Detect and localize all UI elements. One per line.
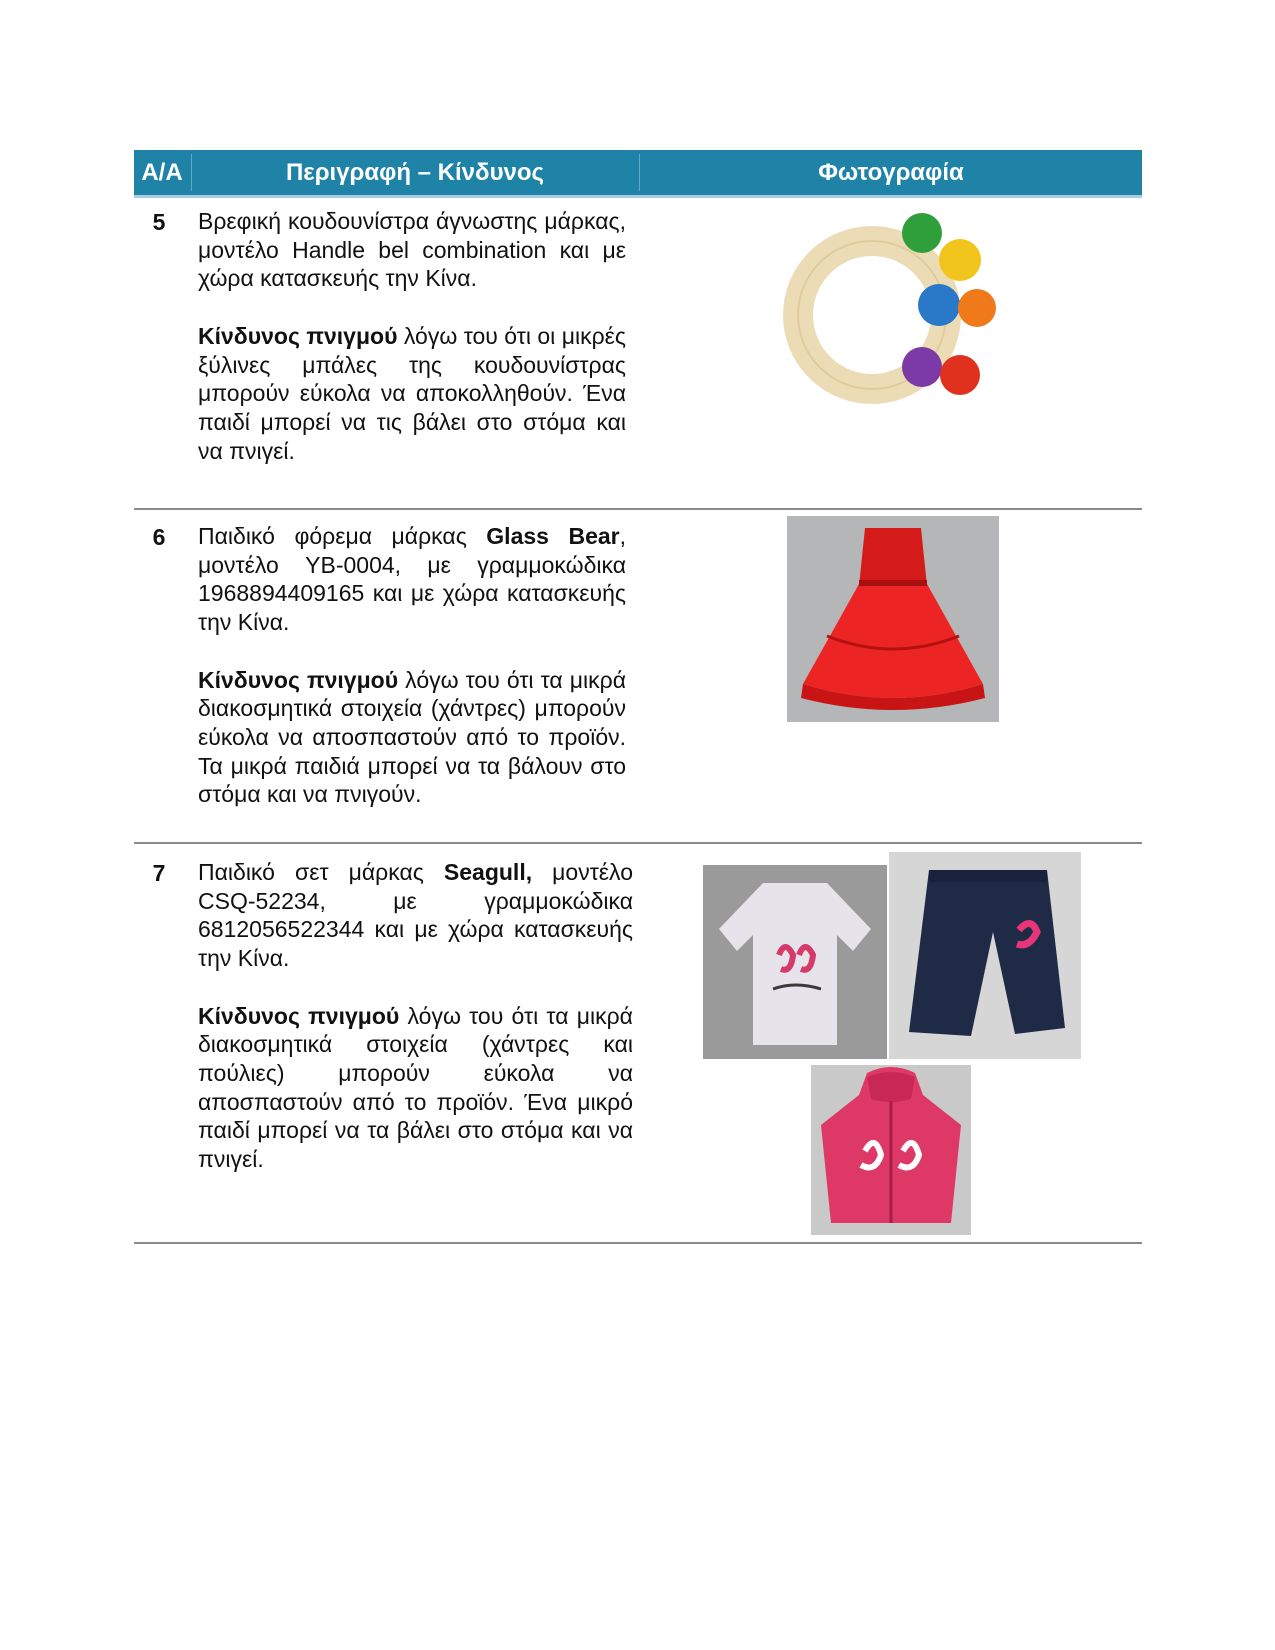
risk-label: Κίνδυνος πνιγμού — [198, 1002, 400, 1029]
risk-text: λόγω του ότι οι μικρές ξύλινες μπάλες της κουδουνίστρας μπορούν εύκολα να αποκολληθούν. Ένα παιδί μπορεί να τις βάλει στο στόμα και να πνιγεί. — [198, 322, 626, 464]
product-description — [198, 858, 633, 973]
row-description — [198, 522, 626, 809]
row-number: 7 — [152, 860, 166, 886]
brand-name: Glass Bear — [486, 523, 620, 549]
row-description — [198, 858, 633, 1174]
description-text: Παιδικό σετ μάρκας — [198, 859, 444, 885]
description-text: μοντέλο CSQ-52234, με γραμμοκώδικα 6812056522344 και με χώρα κατασκευής την Κίνα. — [198, 859, 633, 972]
product-description: Βρεφική κουδουνίστρα άγνωστης μάρκας, μοντέλο Handle bel combination και με χώρα κατασκευής την Κίνα. — [198, 208, 626, 292]
hoodie-photo — [811, 1065, 971, 1235]
risk-label: Κίνδυνος πνιγμού — [198, 666, 399, 693]
risk-label: Κίνδυνος πνιγμού — [198, 322, 398, 349]
header-photo: Φωτογραφία — [818, 159, 964, 186]
header-description: Περιγραφή – Κίνδυνος — [285, 159, 545, 186]
brand-name: Seagull, — [443, 859, 533, 885]
rattle-photo — [777, 205, 1007, 417]
description-text: Παιδικό φόρεμα μάρκας — [198, 523, 487, 549]
risk-text: λόγω του ότι τα μικρά διακοσμητικά στοιχεία (χάντρες) μπορούν εύκολα να αποσπαστούν από το προϊόν. Τα μικρά παιδιά μπορεί να τα βάλουν στο στόμα και να πνιγούν. — [198, 666, 626, 808]
dress-photo — [787, 516, 999, 722]
table-header — [134, 150, 1142, 198]
pants-photo — [889, 852, 1081, 1059]
risk-description — [198, 1002, 633, 1174]
description-text: , μοντέλο YB-0004, με γραμμοκώδικα 1968894409165 και με χώρα κατασκευής την Κίνα. — [198, 523, 626, 636]
row-divider — [134, 508, 1142, 510]
shirt-photo — [703, 865, 887, 1059]
row-divider — [134, 842, 1142, 844]
risk-description — [198, 666, 626, 810]
risk-description — [198, 322, 626, 466]
risk-text: λόγω του ότι τα μικρά διακοσμητικά στοιχεία (χάντρες και πούλιες) μπορούν εύκολα να αποσπαστούν από το προϊόν. Ένα μικρό παιδί μπορεί να τα βάλει στο στόμα και να πνιγεί. — [198, 1002, 633, 1173]
header-aa: Α/Α — [141, 159, 183, 186]
row-divider — [134, 1242, 1142, 1244]
row-number: 5 — [152, 209, 166, 235]
row-description — [198, 207, 626, 465]
row-number: 6 — [152, 524, 166, 550]
product-description — [198, 522, 626, 637]
